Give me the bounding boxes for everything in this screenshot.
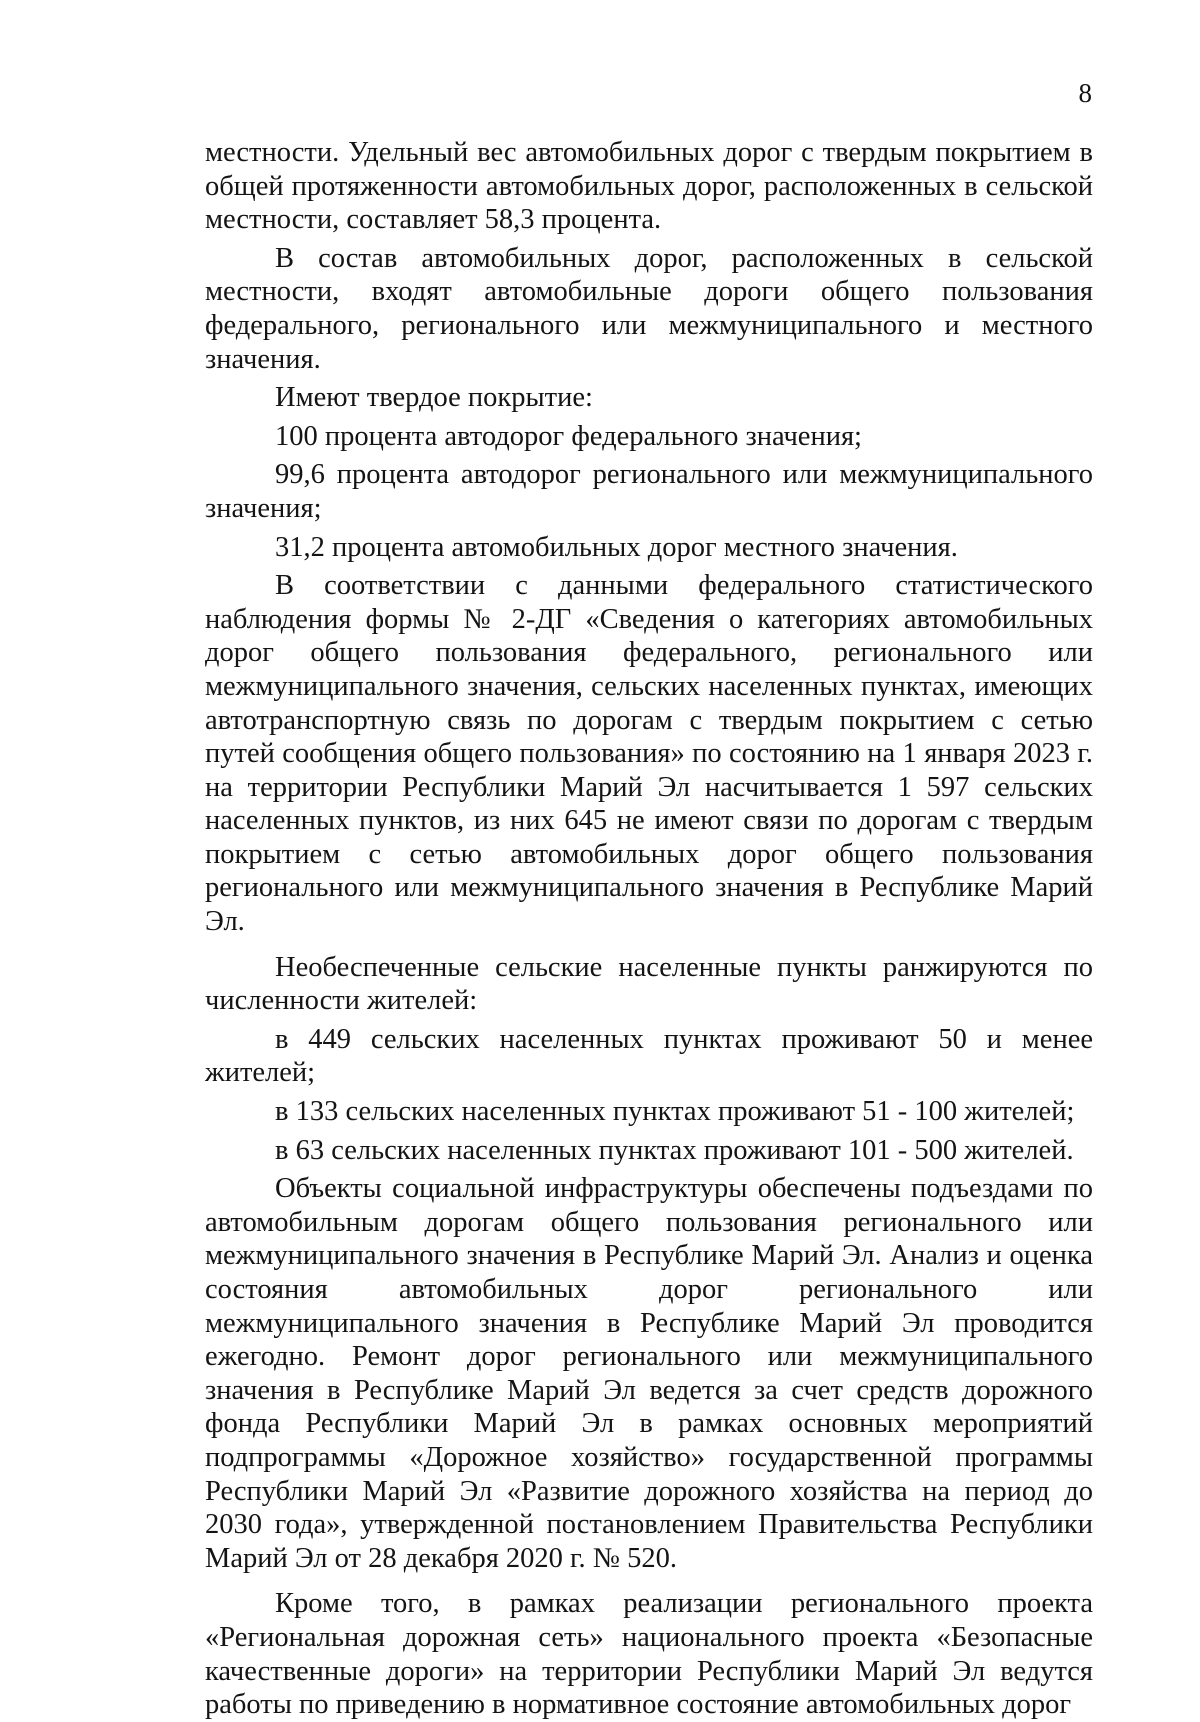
paragraph-ranking-intro: Необеспеченные сельские населенные пункты ранжируются по численности жителей: <box>205 951 1093 1017</box>
paragraph-road-composition: В состав автомобильных дорог, расположенных в сельской местности, входят автомобильные дороги общего пользования федерального, регионального или межмуниципального и местного значения. <box>205 242 1093 375</box>
list-item-settlements-133: в 133 сельских населенных пунктах проживают 51 - 100 жителей; <box>275 1096 1075 1128</box>
list-item-federal-roads: 100 процента автодорог федерального значения; <box>275 420 862 452</box>
page-number: 8 <box>1078 78 1092 108</box>
paragraph-hard-surface-intro: Имеют твердое покрытие: <box>275 382 593 414</box>
document-body <box>205 136 1093 1722</box>
paragraph-statistics-2dg: В соответствии с данными федерального статистического наблюдения формы № 2-ДГ «Сведения о категориях автомобильных дорог общего пользования федерального, регионального или межмуниципального значения, сельских населенных пунктах, имеющих автотранспортную связь по дорогам с твердым покрытием с сетью путей сообщения общего пользования» по состоянию на 1 января 2023 г. на территории Республики Марий Эл насчитывается 1 597 сельских населенных пунктов, из них 645 не имеют связи по дорогам с твердым покрытием с сетью автомобильных дорог общего пользования регионального или межмуниципального значения в Республике Марий Эл. <box>205 570 1093 938</box>
list-item-regional-roads: 99,6 процента автодорог регионального или межмуниципального значения; <box>205 459 1093 524</box>
list-item-settlements-63: в 63 сельских населенных пунктах проживают 101 - 500 жителей. <box>275 1134 1074 1166</box>
list-item-local-roads: 31,2 процента автомобильных дорог местного значения. <box>275 531 958 563</box>
paragraph-regional-project: Кроме того, в рамках реализации регионального проекта «Региональная дорожная сеть» национального проекта «Безопасные качественные дороги» на территории Республики Марий Эл ведутся работы по приведению в нормативное состояние автомобильных дорог <box>205 1588 1093 1721</box>
paragraph-social-infrastructure: Объекты социальной инфраструктуры обеспечены подъездами по автомобильным дорогам общего пользования регионального или межмуниципального значения в Республике Марий Эл. Анализ и оценка состояния автомобильных дорог регионального или межмуниципального значения в Республике Марий Эл проводится ежегодно. Ремонт дорог регионального или межмуниципального значения в Республике Марий Эл ведется за счет средств дорожного фонда Республики Марий Эл в рамках основных мероприятий подпрограммы «Дорожное хозяйство» государственной программы Республики Марий Эл «Развитие дорожного хозяйства на период до 2030 года», утвержденной постановлением Правительства Республики Марий Эл от 28 декабря 2020 г. № 520. <box>205 1173 1093 1574</box>
paragraph-continuation: местности. Удельный вес автомобильных дорог с твердым покрытием в общей протяженности автомобильных дорог, расположенных в сельской местности, составляет 58,3 процента. <box>205 137 1093 236</box>
list-item-settlements-449: в 449 сельских населенных пунктах проживают 50 и менее жителей; <box>205 1023 1093 1089</box>
